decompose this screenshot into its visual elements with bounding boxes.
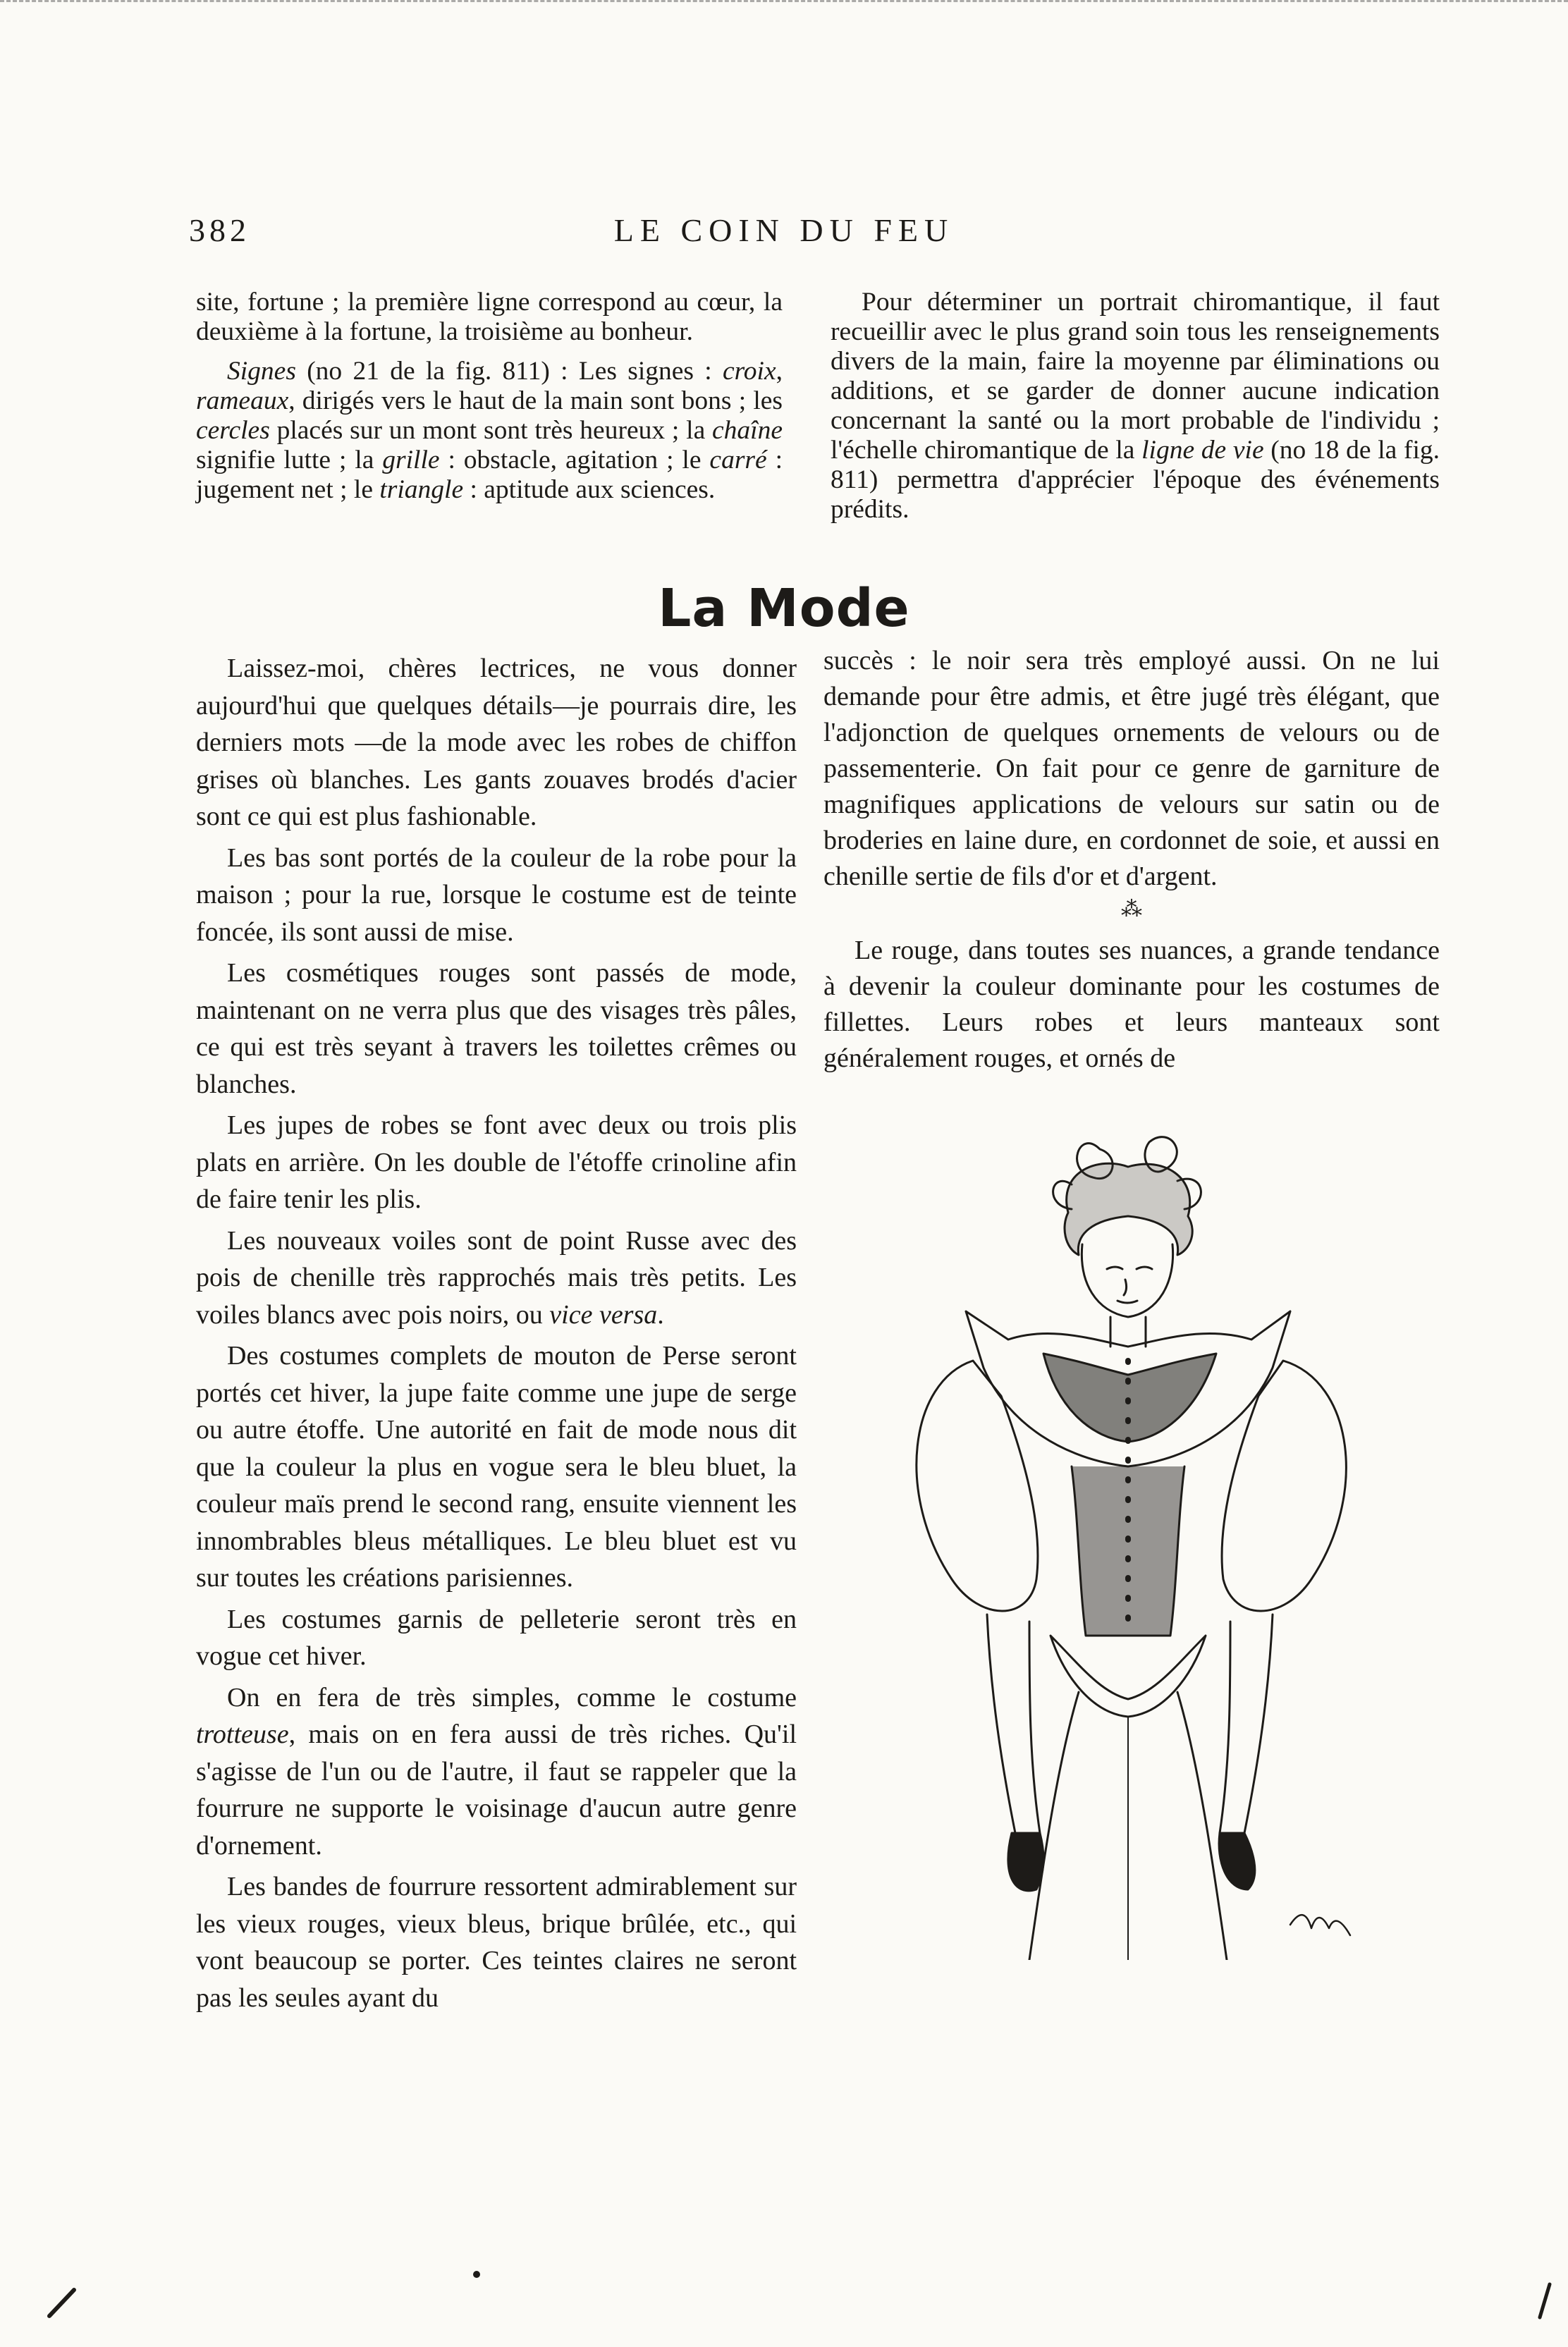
paragraph-signes: Signes (no 21 de la fig. 811) : Les signes : croix, rameaux, dirigés vers le haut de la main sont bons ; les cercles placés sur un mont sont très heureux ; la chaîne signifie lutte ; la grille : obstacle, agitation ; le carré : jugement net ; le triangle : aptitude aux sciences. — [196, 357, 783, 504]
paragraph: Les bandes de fourrure ressortent admirablement sur les vieux rouges, vieux bleus, brique brûlée, etc., qui vont beaucoup se porter. Ces teintes claires ne seront pas les seules ayant du — [196, 1872, 797, 2013]
print-dot — [471, 2269, 482, 2280]
paragraph: Les cosmétiques rouges sont passés de mode, maintenant on ne verra plus que des visages très pâles, ce qui est très seyant à travers les toilettes crêmes ou blanches. — [196, 958, 797, 1099]
running-title: LE COIN DU FEU — [613, 212, 955, 248]
top-right-column — [831, 288, 1440, 534]
article-left-column — [196, 650, 797, 2021]
print-mark — [1534, 2279, 1555, 2321]
asterism-separator: ⁂ — [1121, 897, 1142, 921]
paragraph: Des costumes complets de mouton de Perse seront portés cet hiver, la jupe faite comme une jupe de serge ou autre étoffe. Une autorité en fait de mode nous dit que la couleur la plus en vogue sera le bleu bluet, la couleur maïs prend le second rang, ensuite viennent les innombrables bleus métalliques. Le bleu bluet est vu sur toutes les créations parisiennes. — [196, 1341, 797, 1593]
paragraph: Les nouveaux voiles sont de point Russe avec des pois de chenille très rapprochés mais très petits. Les voiles blancs avec pois noirs, ou vice versa. — [196, 1225, 797, 1330]
print-mark — [42, 2284, 85, 2320]
paragraph: succès : le noir sera très employé aussi. On ne lui demande pour être admis, et être jugé très élégant, que l'adjonction de quelques ornements de velours ou de passementerie. On fait pour ce genre de garniture de magnifiques applications de velours sur satin ou de broderies en laine dure, en cordonnet de soie, et aussi en chenille sertie de fils d'or et d'argent. — [823, 646, 1440, 891]
paragraph: Laissez-moi, chères lectrices, ne vous donner aujourd'hui que quelques détails—je pourrais dire, les derniers mots —de la mode avec les robes de chiffon grises où blanches. Les gants zouaves brodés d'acier sont ce qui est plus fashionable. — [196, 654, 797, 831]
fashion-illustration — [867, 1128, 1403, 1960]
page-number: 382 — [189, 212, 250, 248]
paragraph: Le rouge, dans toutes ses nuances, a grande tendance à devenir la couleur dominante pour les costumes de fillettes. Leurs robes et leurs manteaux sont généralement rouges, et ornés de — [823, 936, 1440, 1073]
section-title: La Mode — [658, 578, 910, 639]
article-right-column — [823, 643, 1440, 1081]
paragraph: On en fera de très simples, comme le costume trotteuse, mais on en fera aussi de très riches. Qu'il s'agisse de l'un ou de l'autre, il faut se rappeler que la fourrure ne supporte le voisinage d'aucun autre genre d'ornement. — [196, 1682, 797, 1861]
paragraph: site, fortune ; la première ligne correspond au cœur, la deuxième à la fortune, la troisième au bonheur. — [196, 288, 783, 346]
paragraph: Les jupes de robes se font avec deux ou trois plis plats en arrière. On les double de l'étoffe crinoline afin de faire tenir les plis. — [196, 1110, 797, 1214]
paragraph: Les bas sont portés de la couleur de la robe pour la maison ; pour la rue, lorsque le costume est de teinte foncée, ils sont aussi de mise. — [196, 842, 797, 947]
page-top-edge — [0, 0, 1568, 9]
top-left-column — [196, 288, 783, 515]
paragraph-portrait: Pour déterminer un portrait chiromantique, il faut recueillir avec le plus grand soin tous les renseignements divers de la main, faire la moyenne par éliminations ou additions, et se garder de donner aucune indication concernant la santé ou la mort probable de l'individu ; l'échelle chiromantique de la ligne de vie (no 18 de la fig. 811) permettra d'apprécier l'époque des événements prédits. — [831, 288, 1440, 524]
paragraph: Les costumes garnis de pelleterie seront très en vogue cet hiver. — [196, 1604, 797, 1671]
